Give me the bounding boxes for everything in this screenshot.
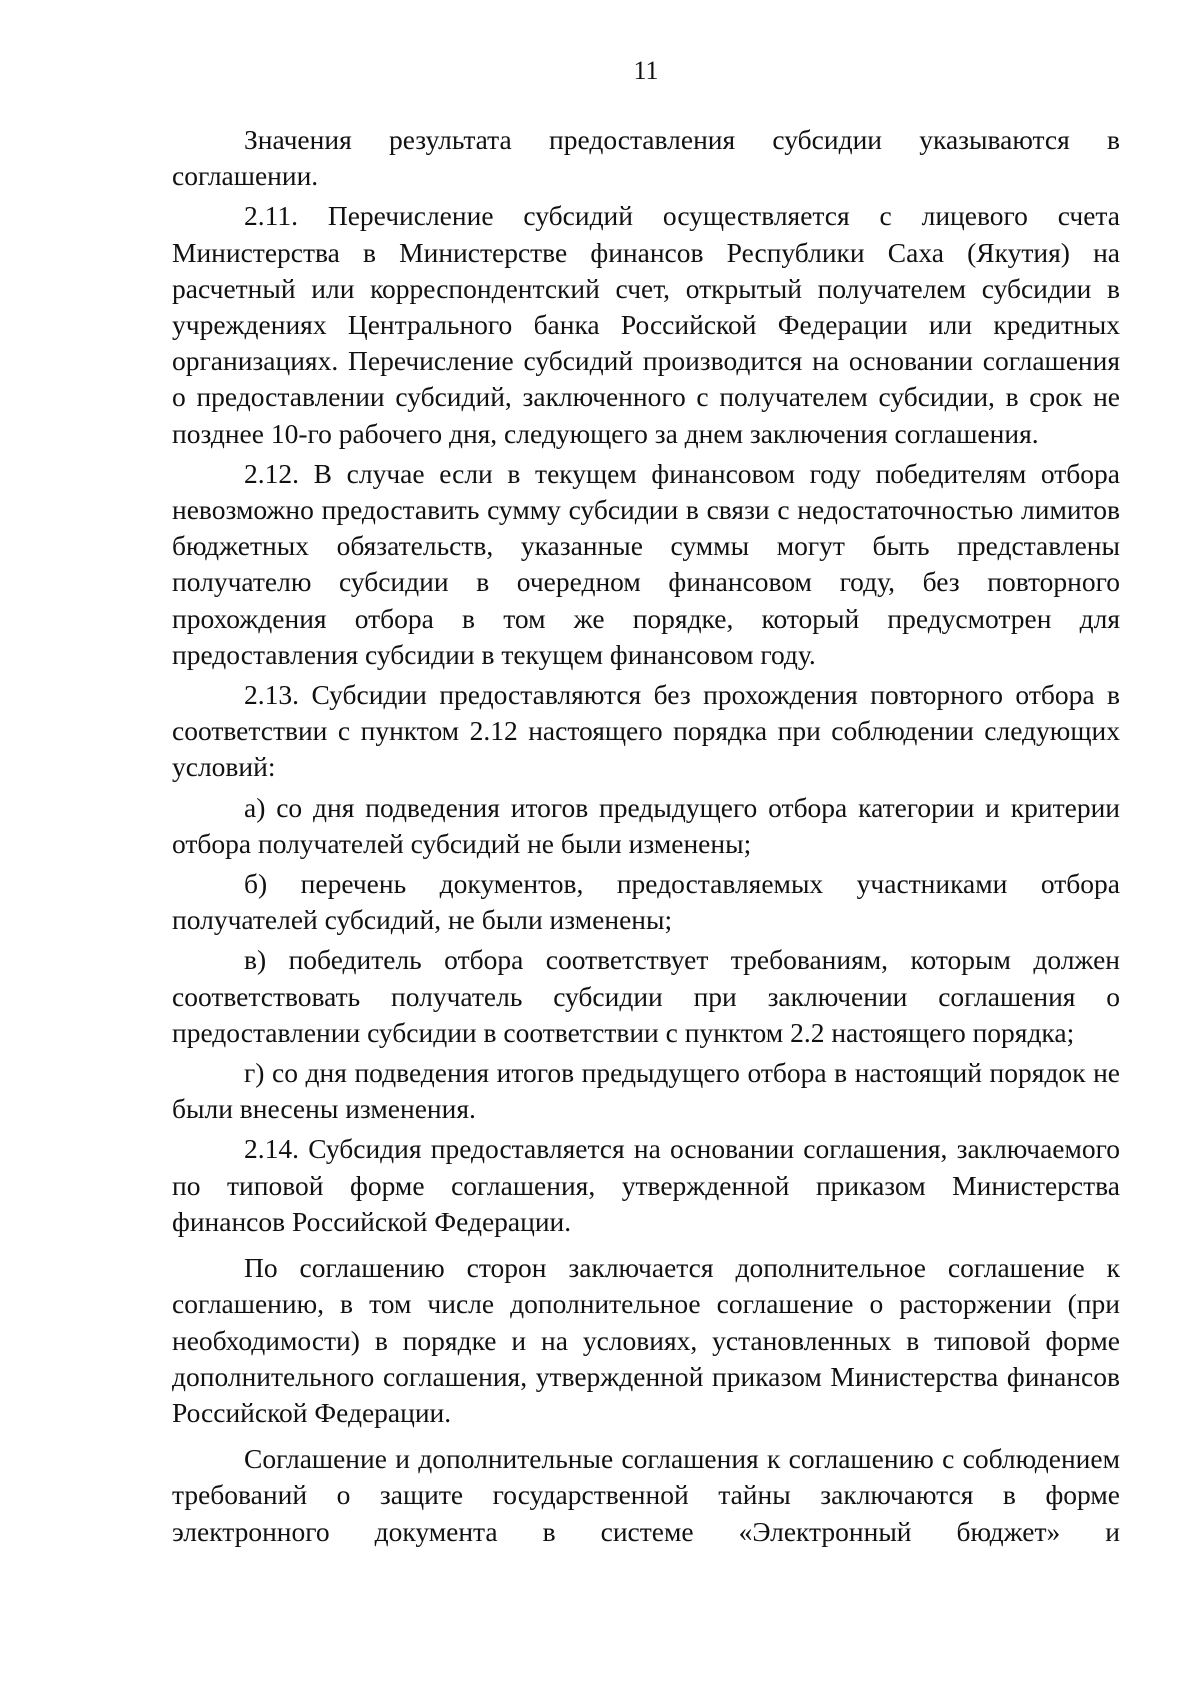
- paragraph-2-12: 2.12. В случае если в текущем финансовом году победителям отбора невозможно предоставить сумму субсидии в связи с недостаточностью лимитов бюджетных обязательств, указанные суммы могут быть представлены получателю субсидии в очередном финансовом году, без повторного прохождения отбора в том же порядке, который предусмотрен для предоставления субсидии в текущем финансовом году.: [172, 457, 1120, 670]
- paragraph-2-13-b: б) перечень документов, предоставляемых участниками отбора получателей субсидий, не были изменены;: [172, 868, 1120, 936]
- document-page: [172, 50, 1120, 1550]
- paragraph-2-13-g: г) со дня подведения итогов предыдущего отбора в настоящий порядок не были внесены изменения.: [172, 1057, 1120, 1125]
- paragraph-result-values: Значения результата предоставления субсидии указываются в соглашении.: [172, 124, 1120, 192]
- page-number: 11: [633, 56, 659, 85]
- paragraph-2-13: 2.13. Субсидии предоставляются без прохождения повторного отбора в соответствии с пунктом 2.12 настоящего порядка при соблюдении следующих условий:: [172, 679, 1120, 783]
- paragraph-2-13-a: а) со дня подведения итогов предыдущего отбора категории и критерии отбора получателей субсидий не были изменены;: [172, 791, 1120, 859]
- paragraph-2-11: 2.11. Перечисление субсидий осуществляется с лицевого счета Министерства в Министерстве финансов Республики Саха (Якутия) на расчетный или корреспондентский счет, открытый получателем субсидии в учреждениях Центрального банка Российской Федерации или кредитных организациях. Перечисление субсидий производится на основании соглашения о предоставлении субсидий, заключенного с получателем субсидии, в срок не позднее 10-го рабочего дня, следующего за днем заключения соглашения.: [172, 200, 1120, 449]
- paragraph-electronic-budget: Соглашение и дополнительные соглашения к соглашению с соблюдением требований о защите государственной тайны заключаются в форме электронного документа в системе «Электронный бюджет» и: [172, 1443, 1120, 1547]
- paragraph-2-13-v: в) победитель отбора соответствует требованиям, которым должен соответствовать получатель субсидии при заключении соглашения о предоставлении субсидии в соответствии с пунктом 2.2 настоящего порядка;: [172, 944, 1120, 1048]
- paragraph-additional-agreement: По соглашению сторон заключается дополнительное соглашение к соглашению, в том числе дополнительное соглашение о расторжении (при необходимости) в порядке и на условиях, установленных в типовой форме дополнительного соглашения, утвержденной приказом Министерства финансов Российской Федерации.: [172, 1252, 1120, 1428]
- paragraph-2-14: 2.14. Субсидия предоставляется на основании соглашения, заключаемого по типовой форме соглашения, утвержденной приказом Министерства финансов Российской Федерации.: [172, 1133, 1120, 1237]
